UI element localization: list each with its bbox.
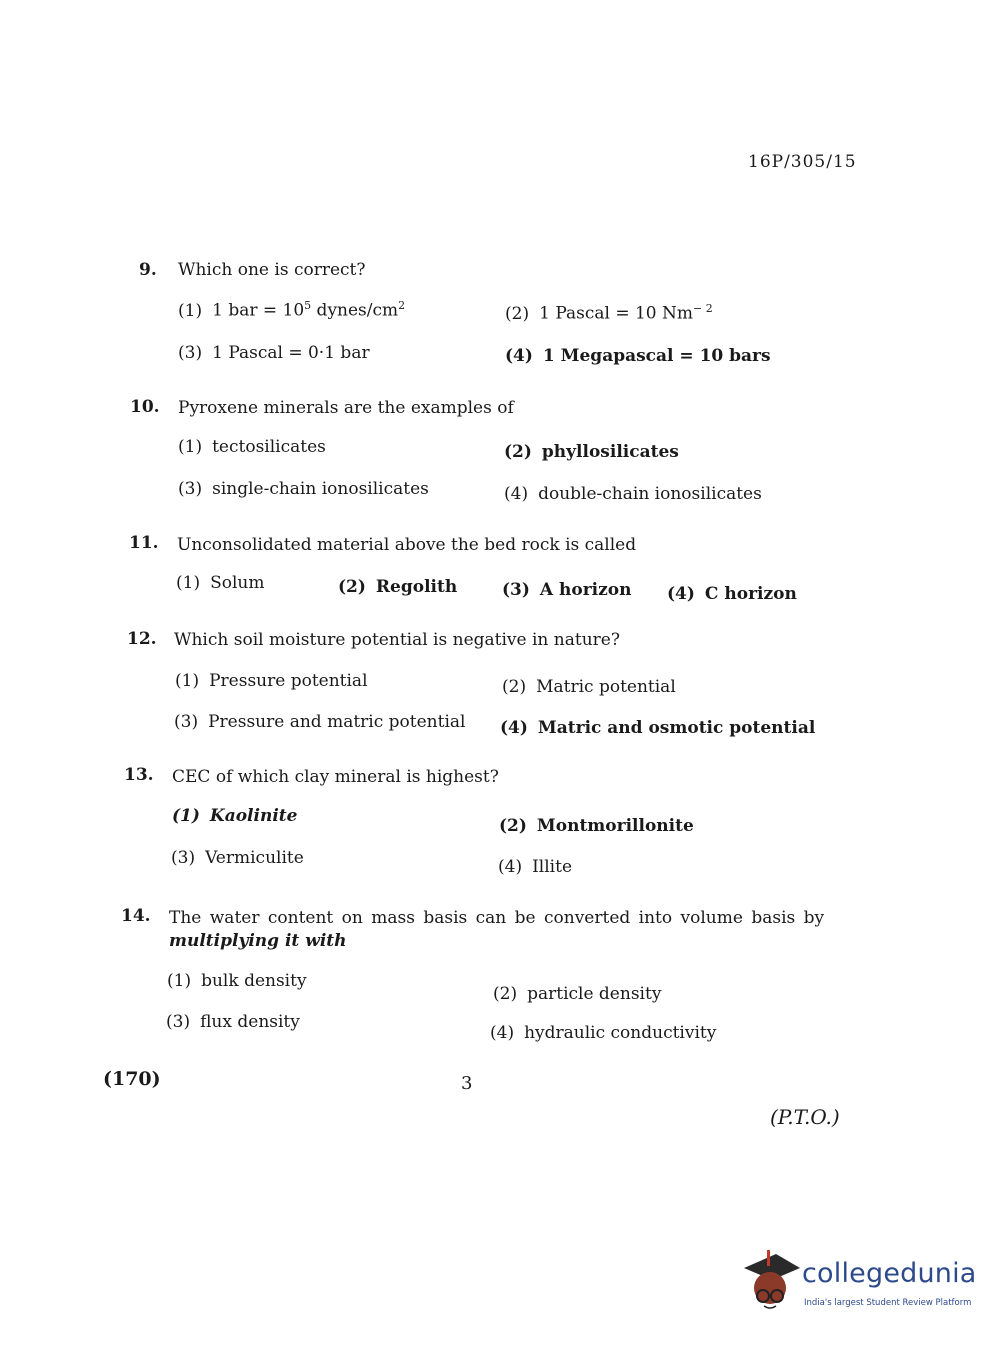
booklet-code: (170) <box>103 1068 161 1090</box>
question-number: 14. <box>121 906 151 926</box>
option-number: (2) <box>502 677 527 697</box>
option-text: Matric potential <box>536 677 676 697</box>
question-text: Pyroxene minerals are the examples of <box>178 398 514 418</box>
option-text: Vermiculite <box>205 848 304 868</box>
question-text: CEC of which clay mineral is highest? <box>172 767 499 787</box>
option-1[interactable] <box>172 806 297 826</box>
option-number: (1) <box>178 300 203 321</box>
option-text: flux density <box>200 1012 300 1032</box>
option-number: (1) <box>178 437 203 457</box>
option-number: (1) <box>167 971 192 991</box>
question-text: Which soil moisture potential is negative in nature? <box>174 630 620 650</box>
option-superscript: − 2 <box>693 302 713 315</box>
question-number: 11. <box>129 533 159 553</box>
option-number: (1) <box>175 671 200 691</box>
option-3[interactable] <box>178 343 370 363</box>
option-number: (3) <box>502 580 530 600</box>
option-text-cont: dynes/cm <box>311 300 399 321</box>
option-number: (2) <box>493 984 518 1004</box>
option-number: (4) <box>498 857 523 877</box>
option-2[interactable] <box>505 302 713 324</box>
option-number: (3) <box>166 1012 191 1032</box>
option-4[interactable] <box>667 584 797 604</box>
option-text: double-chain ionosilicates <box>538 484 762 504</box>
option-number: (4) <box>490 1023 515 1043</box>
option-3[interactable] <box>502 580 632 600</box>
option-number: (4) <box>667 584 695 604</box>
option-number: (4) <box>504 484 529 504</box>
option-number: (2) <box>338 577 366 597</box>
option-number: (1) <box>172 806 200 826</box>
question-number: 9. <box>139 260 157 280</box>
option-text: 1 bar = 10 <box>212 300 305 321</box>
option-text: phyllosilicates <box>541 442 679 462</box>
option-text: tectosilicates <box>212 437 326 457</box>
option-text: Regolith <box>375 577 458 597</box>
option-text: bulk density <box>201 971 307 991</box>
question-text-line-2: multiplying it with <box>169 931 347 951</box>
option-number: (3) <box>178 343 203 363</box>
option-4[interactable] <box>504 484 762 504</box>
option-text: Illite <box>532 857 573 877</box>
option-superscript-2: 2 <box>398 299 406 312</box>
option-text: Matric and osmotic potential <box>537 718 816 738</box>
option-number: (2) <box>504 442 532 462</box>
option-2[interactable] <box>504 442 679 462</box>
option-4[interactable] <box>498 857 572 877</box>
option-4[interactable] <box>505 346 771 366</box>
option-text: hydraulic conductivity <box>524 1023 717 1043</box>
option-number: (1) <box>176 573 201 593</box>
option-1[interactable] <box>178 299 405 321</box>
option-1[interactable] <box>176 573 264 593</box>
option-superscript: 5 <box>304 299 312 312</box>
option-text: particle density <box>527 984 662 1004</box>
option-text: 1 Megapascal = 10 bars <box>542 346 771 366</box>
option-text: Kaolinite <box>209 806 298 826</box>
option-2[interactable] <box>499 816 694 836</box>
option-text: Montmorillonite <box>536 816 694 836</box>
option-2[interactable] <box>338 577 457 597</box>
logo-wordmark: collegedunia <box>802 1258 977 1289</box>
option-2[interactable] <box>493 984 661 1004</box>
option-text: A horizon <box>539 580 632 600</box>
question-number: 12. <box>127 629 157 649</box>
option-text: C horizon <box>704 584 797 604</box>
option-1[interactable] <box>175 671 368 691</box>
mascot-icon <box>740 1248 802 1318</box>
option-1[interactable] <box>167 971 307 991</box>
option-text: single-chain ionosilicates <box>212 479 429 499</box>
option-4[interactable] <box>500 718 815 738</box>
option-3[interactable] <box>178 479 429 499</box>
option-number: (3) <box>174 712 199 732</box>
option-3[interactable] <box>166 1012 300 1032</box>
option-text: Pressure and matric potential <box>208 712 466 732</box>
question-text: Unconsolidated material above the bed rock is called <box>177 535 637 555</box>
option-number: (3) <box>171 848 196 868</box>
option-text: Pressure potential <box>209 671 368 691</box>
option-text: 1 Pascal = 10 Nm <box>539 303 694 324</box>
option-number: (2) <box>505 303 530 324</box>
page-number: 3 <box>461 1073 473 1094</box>
option-1[interactable] <box>178 437 326 457</box>
option-number: (2) <box>499 816 527 836</box>
question-text: Which one is correct? <box>178 260 366 280</box>
option-number: (4) <box>505 346 533 366</box>
logo-tagline: India's largest Student Review Platform <box>804 1298 972 1308</box>
option-4[interactable] <box>490 1023 716 1043</box>
question-number: 13. <box>124 765 154 785</box>
option-3[interactable] <box>171 848 304 868</box>
option-text: 1 Pascal = 0·1 bar <box>212 343 370 363</box>
option-text: Solum <box>210 573 265 593</box>
option-number: (3) <box>178 479 203 499</box>
question-text: The water content on mass basis can be converted into volume basis by <box>169 908 825 928</box>
option-3[interactable] <box>174 712 465 732</box>
collegedunia-logo[interactable] <box>740 1248 977 1318</box>
paper-code: 16P/305/15 <box>748 152 857 172</box>
question-number: 10. <box>130 397 160 417</box>
option-number: (4) <box>500 718 528 738</box>
please-turn-over: (P.T.O.) <box>770 1105 840 1129</box>
option-2[interactable] <box>502 677 676 697</box>
